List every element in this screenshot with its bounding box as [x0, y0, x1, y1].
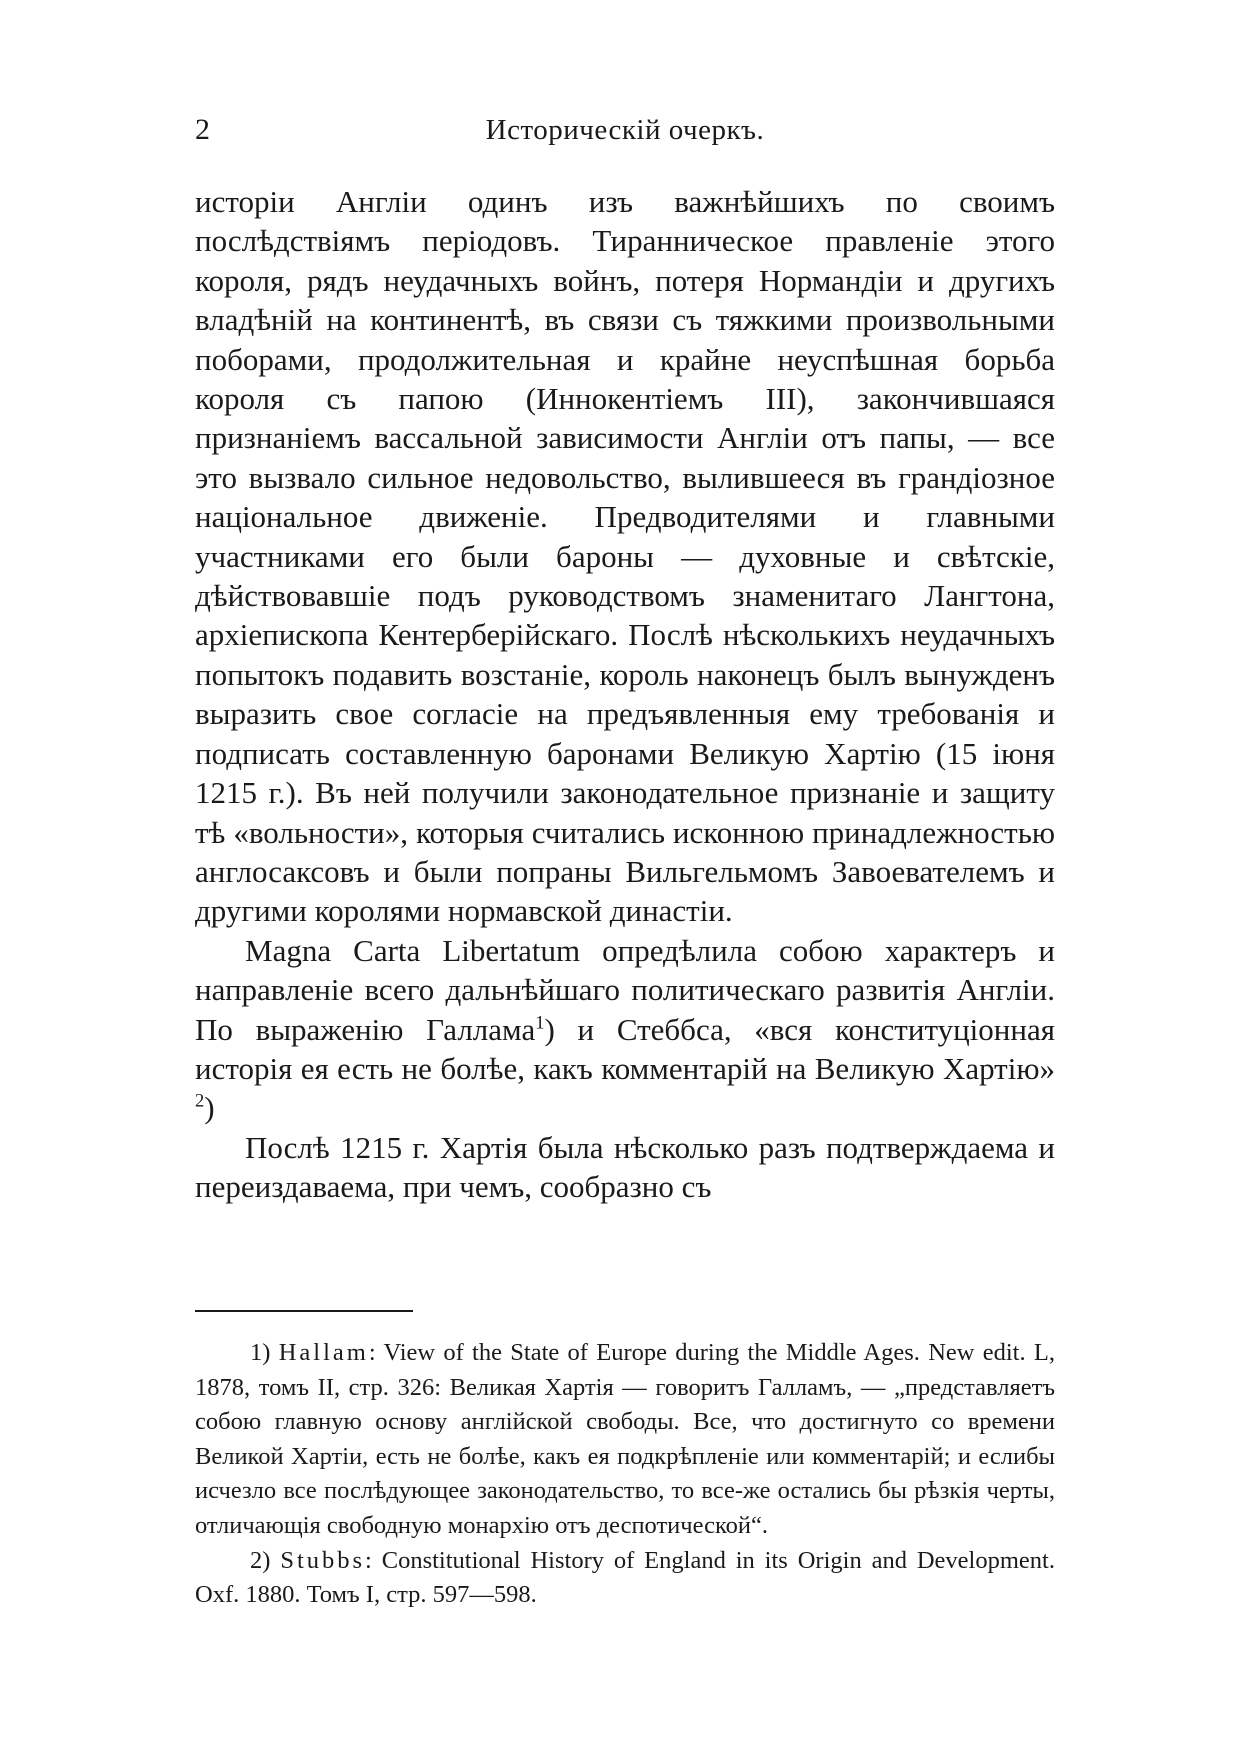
footnote-1	[195, 1336, 1055, 1544]
footnote-2-text: : Constitutional History of England in its Origin and Development. Oxf. 1880. Томъ I, стр. 597—598.	[195, 1546, 1055, 1609]
footnote-ref-2: 2	[195, 1091, 205, 1113]
main-text	[195, 182, 1055, 1207]
page-number: 2	[195, 113, 210, 146]
footnote-1-text: : View of the State of Europe during the Middle Ages. New edit. L, 1878, томъ II, стр. 326: Великая Хартія — говоритъ Галламъ, — „представляетъ собою главную основу англійской свободы. Все, что достигнуто со времени Великой Хартіи, есть не болѣе, какъ ея подкрѣпленіе или комментарій; и еслибы исчезло все послѣдующее законодательство, то все-же остались бы рѣзкія черты, отличающія свободную монархію отъ деспотической“.	[195, 1339, 1055, 1539]
paragraph-2-text-b: ) и Стеббса, «вся конституціонная исторія ея есть не болѣе, какъ комментарій на Великую Хартію»	[195, 1011, 1055, 1086]
footnotes	[195, 1336, 1055, 1613]
footnote-divider	[195, 1310, 413, 1312]
paragraph-2-text-c: )	[204, 1090, 215, 1126]
paragraph-2-text-a: Magna Carta Libertatum опредѣлила собою характеръ и направленіе всего дальнѣйшаго политическаго развитія Англіи. По выраженію Галлама	[195, 932, 1055, 1047]
paragraph-3: Послѣ 1215 г. Хартія была нѣсколько разъ подтверждаема и переиздаваема, при чемъ, сообразно съ	[195, 1129, 1055, 1205]
footnote-2	[195, 1544, 1055, 1613]
footnote-2-author: Stubbs	[280, 1546, 366, 1574]
footnote-ref-1: 1	[535, 1012, 545, 1034]
paragraph-2	[195, 931, 1055, 1128]
page-header	[195, 112, 1055, 152]
running-title: Историческій очеркъ.	[485, 114, 765, 146]
paragraph-1: исторіи Англіи одинъ изъ важнѣйшихъ по своимъ послѣдствіямъ періодовъ. Тиранническое правленіе этого короля, рядъ неудачныхъ войнъ, потеря Нормандіи и другихъ владѣній на континентѣ, въ связи съ тяжкими произвольными поборами, продолжительная и крайне неуспѣшная борьба короля съ папою (Иннокентіемъ III), закончившаяся признаніемъ вассальной зависимости Англіи отъ папы, — все это вызвало сильное недовольство, вылившееся въ грандіозное національное движеніе. Предводителями и главными участниками его были бароны — духовные и свѣтскіе, дѣйствовавшіе подъ руководствомъ знаменитаго Лангтона, архіепископа Кентерберійскаго. Послѣ нѣсколькихъ неудачныхъ попытокъ подавить возстаніе, король наконецъ былъ вынужденъ выразить свое согласіе на предъявленныя ему требованія и подписать составленную баронами Великую Хартію (15 іюня 1215 г.). Въ ней получили законодательное признаніе и защиту тѣ «вольности», которыя считались исконною принадлежностью англосаксовъ и были попраны Вильгельмомъ Завоевателемъ и другими королями нормавской династіи.	[195, 184, 1055, 929]
footnote-2-marker: 2)	[250, 1546, 281, 1574]
footnote-1-author: Hallam	[278, 1339, 369, 1366]
footnote-1-marker: 1)	[250, 1339, 279, 1366]
